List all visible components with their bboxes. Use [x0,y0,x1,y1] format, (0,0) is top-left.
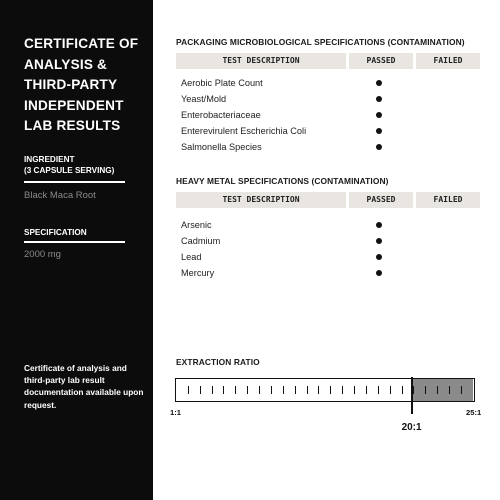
ratio-tick [449,386,450,394]
ratio-tick [378,386,379,394]
specification-label: SPECIFICATION [24,228,87,237]
passed-dot-icon [376,222,382,228]
extraction-ratio-marker [411,377,413,414]
table-row [181,107,491,123]
ratio-tick [283,386,284,394]
passed-dot-icon [376,80,382,86]
ratio-tick [247,386,248,394]
test-name: Salmonella Species [181,142,262,152]
column-header-test-description: TEST DESCRIPTION [176,192,346,208]
ratio-tick [354,386,355,394]
ingredient-sublabel-text: (3 CAPSULE SERVING) [24,165,115,175]
ratio-max-label: 25:1 [466,408,482,417]
extraction-ratio-remainder [411,379,473,401]
test-name: Enterobacteriaceae [181,110,261,120]
column-header-passed: PASSED [349,192,413,208]
table-row [181,233,491,249]
passed-dot-icon [376,112,382,118]
test-name: Cadmium [181,236,221,246]
table-row [181,265,491,281]
ratio-tick [425,386,426,394]
ratio-value-label: 20:1 [401,422,422,433]
microbiological-section-title: PACKAGING MICROBIOLOGICAL SPECIFICATIONS (CONTAMINATION) [176,37,465,47]
certificate-title: CERTIFICATE OF ANALYSIS & THIRD-PARTY INDEPENDENT LAB RESULTS [24,36,139,133]
table-row [181,123,491,139]
test-name: Arsenic [181,220,212,230]
sidebar [0,0,153,500]
column-header-passed: PASSED [349,53,413,69]
availability-note: Certificate of analysis and third-party lab result documentation available upon request. [24,363,144,410]
ingredient-value: Black Maca Root [24,190,96,201]
ratio-tick [390,386,391,394]
ratio-tick [318,386,319,394]
ratio-min-label: 1:1 [170,408,181,417]
ratio-tick [235,386,236,394]
test-name: Yeast/Mold [181,94,227,104]
table-row [181,139,491,155]
ratio-tick [307,386,308,394]
table-row [181,249,491,265]
column-header-failed: FAILED [416,53,480,69]
column-header-failed: FAILED [416,192,480,208]
ratio-tick [342,386,343,394]
ratio-tick [330,386,331,394]
extraction-ratio-title: EXTRACTION RATIO [176,357,260,367]
passed-dot-icon [376,128,382,134]
passed-dot-icon [376,238,382,244]
passed-dot-icon [376,144,382,150]
ingredient-label [24,155,114,176]
passed-dot-icon [376,254,382,260]
column-header-test-description: TEST DESCRIPTION [176,53,346,69]
test-name: Aerobic Plate Count [181,78,263,88]
table-row [181,91,491,107]
ingredient-divider [24,181,125,183]
ratio-tick [366,386,367,394]
ratio-tick [259,386,260,394]
specification-divider [24,241,125,243]
ratio-tick [200,386,201,394]
ratio-tick [295,386,296,394]
test-name: Lead [181,252,202,262]
ratio-tick [188,386,189,394]
ingredient-label-text: INGREDIENT [24,155,75,164]
passed-dot-icon [376,270,382,276]
extraction-ratio-bar [175,378,475,402]
table-row [181,75,491,91]
passed-dot-icon [376,96,382,102]
ratio-tick [413,386,414,394]
table-row [181,217,491,233]
specification-value: 2000 mg [24,249,61,260]
ratio-tick [437,386,438,394]
ratio-tick [271,386,272,394]
ratio-tick [223,386,224,394]
ratio-tick [212,386,213,394]
test-name: Mercury [181,268,215,278]
ratio-tick [402,386,403,394]
heavy-metal-section-title: HEAVY METAL SPECIFICATIONS (CONTAMINATION) [176,176,389,186]
test-name: Enterevirulent Escherichia Coli [181,126,307,136]
ratio-tick [461,386,462,394]
